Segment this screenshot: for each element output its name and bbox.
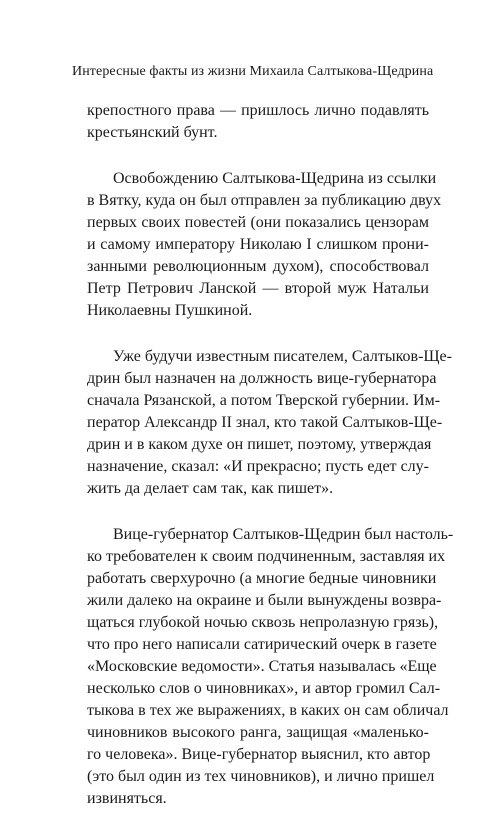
- text-line: и самому императору Николаю I слишком прони-: [87, 236, 429, 253]
- text-line: сначала Рязанской, а потом Тверской губернии. Им-: [87, 392, 441, 409]
- text-line: «Московские ведомости». Статья называлась «Еще: [87, 658, 437, 675]
- text-line: щаться глубокой ночью сквозь непролазную грязь),: [87, 614, 439, 631]
- text-line: жить да делает сам так, как пишет».: [87, 480, 334, 497]
- text-line: дрин и в каком духе он пишет, поэтому, утверждая: [87, 436, 432, 453]
- text-line: Уже будучи известным писателем, Салтыков-Ще-: [113, 348, 452, 365]
- text-line: ператор Александр II знал, кто такой Салтыков-Ще-: [87, 414, 443, 431]
- running-head: Интересные факты из жизни Михаила Салтыкова-Щедрина: [72, 64, 434, 79]
- text-line: что про него написали сатирический очерк в газете: [87, 636, 437, 653]
- text-line: ко требователен к своим подчиненным, заставляя их: [87, 548, 446, 565]
- paragraph-4: [87, 524, 454, 810]
- text-line: в Вятку, куда он был отправлен за публикацию двух: [87, 192, 442, 209]
- paragraph-3: [87, 346, 452, 500]
- text-line: Вице-губернатор Салтыков-Щедрин был настоль-: [113, 526, 454, 543]
- text-line: го человека». Вице-губернатор выяснил, кто автор: [87, 746, 431, 763]
- paragraph-2: [87, 168, 442, 322]
- text-line: чиновников высокого ранга, защищая «маленько-: [87, 724, 429, 741]
- body-text: [87, 100, 454, 834]
- text-line: Петр Петрович Ланской — второй муж Натальи: [87, 280, 429, 297]
- text-line: занными революционным духом), способствовал: [87, 258, 429, 275]
- text-line: (это был один из тех чиновников), и лично пришел: [87, 768, 435, 785]
- text-line: извиняться.: [87, 790, 167, 807]
- text-line: первых своих повестей (они показались цензорам: [87, 214, 429, 231]
- paragraph-1: [87, 100, 429, 144]
- text-line: крепостного права — пришлось лично подавлять: [87, 102, 429, 119]
- text-line: дрин был назначен на должность вице-губернатора: [87, 370, 437, 387]
- text-line: назначение, сказал: «И прекрасно; пусть едет слу-: [87, 458, 429, 475]
- text-line: несколько слов о чиновниках», и автор громил Сал-: [87, 680, 441, 697]
- text-line: Освобождению Салтыкова-Щедрина из ссылки: [113, 170, 437, 187]
- text-line: крестьянский бунт.: [87, 124, 218, 141]
- text-line: тыкова в тех же выражениях, в каких он сам обличал: [87, 702, 449, 719]
- text-line: Николаевны Пушкиной.: [87, 302, 253, 319]
- text-line: работать сверхурочно (а многие бедные чиновники: [87, 570, 437, 587]
- text-line: жили далеко на окраине и были вынуждены возвра-: [87, 592, 442, 609]
